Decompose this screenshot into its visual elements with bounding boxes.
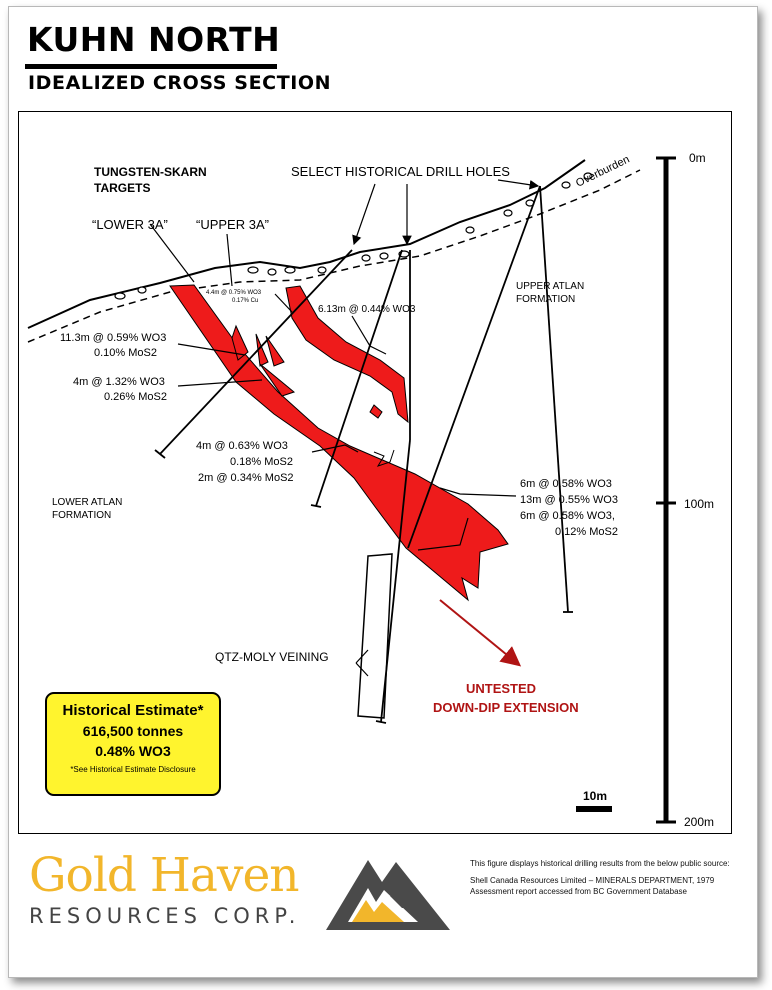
untested-label: UNTESTED: [466, 681, 537, 696]
source-line: This figure displays historical drilling results from the below public source:: [470, 859, 730, 868]
intercept-label: 13m @ 0.55% WO3: [520, 494, 618, 506]
drill-hole-6: [540, 186, 568, 612]
intercept-label: 6m @ 0.58% WO3,: [520, 510, 615, 522]
historical-estimate-box: [45, 692, 221, 796]
qtz-moly-label: QTZ-MOLY VEINING: [215, 650, 329, 664]
untested-label: DOWN-DIP EXTENSION: [433, 700, 579, 715]
logo-wordmark: Gold Haven: [29, 848, 299, 903]
intercept-label: 6.13m @ 0.44% WO3: [318, 304, 416, 315]
estimate-tonnes: 616,500 tonnes: [82, 723, 184, 739]
mountain-logo-icon: [318, 842, 458, 937]
intercept-label: 0.12% MoS2: [555, 526, 618, 538]
source-note: [470, 858, 740, 903]
intercept-label: 4.4m @ 0.75% WO3: [206, 290, 262, 296]
estimate-grade: 0.48% WO3: [95, 743, 171, 759]
intercept-label: 4m @ 1.32% WO3: [73, 376, 165, 388]
depth-label-top: 0m: [689, 151, 706, 165]
estimate-note: *See Historical Estimate Disclosure: [70, 765, 196, 774]
intercept-label: 0.26% MoS2: [104, 391, 167, 403]
page-subtitle: IDEALIZED CROSS SECTION: [28, 72, 332, 94]
drill-holes-label: SELECT HISTORICAL DRILL HOLES: [291, 164, 510, 179]
upper-atlan-label: UPPER ATLAN: [516, 281, 585, 292]
scale-bar-label: 10m: [583, 789, 608, 803]
targets-label: TARGETS: [94, 181, 151, 195]
overburden-label: Overburden: [574, 153, 632, 190]
qtz-moly-vein: [358, 554, 392, 718]
company-logo: [29, 850, 319, 928]
intercept-label: 0.18% MoS2: [230, 456, 293, 468]
intercept-label: 0.10% MoS2: [94, 347, 157, 359]
intercept-label: 2m @ 0.34% MoS2: [198, 472, 294, 484]
intercept-label: 0.17% Cu: [232, 298, 259, 304]
depth-label-bottom: 200m: [684, 815, 715, 829]
lower-atlan-label: FORMATION: [52, 510, 112, 521]
page-title: KUHN NORTH: [27, 20, 281, 59]
skarn-pod: [370, 405, 382, 418]
down-dip-extension-arrow: [440, 600, 518, 664]
source-line: Shell Canada Resources Limited – MINERALS DEPARTMENT, 1979: [470, 876, 715, 885]
depth-label-mid: 100m: [684, 497, 715, 511]
lower-atlan-label: LOWER ATLAN: [52, 497, 123, 508]
targets-label: TUNGSTEN-SKARN: [94, 165, 207, 179]
depth-scale: [656, 158, 676, 822]
upper-atlan-label: FORMATION: [516, 294, 576, 305]
skarn-finger: [266, 336, 284, 366]
lower-3a-label: “LOWER 3A”: [92, 217, 168, 232]
logo-subtitle: RESOURCES CORP.: [29, 904, 301, 928]
intercept-label: 4m @ 0.63% WO3: [196, 440, 288, 452]
intercept-label: 11.3m @ 0.59% WO3: [60, 332, 167, 344]
upper-3a-label: “UPPER 3A”: [196, 217, 269, 232]
scale-bar: [576, 806, 612, 812]
estimate-title: Historical Estimate*: [62, 702, 204, 719]
source-line: Assessment report accessed from BC Government Database: [470, 887, 687, 896]
leader-lines: [150, 180, 538, 676]
intercept-label: 6m @ 0.58% WO3: [520, 478, 612, 490]
